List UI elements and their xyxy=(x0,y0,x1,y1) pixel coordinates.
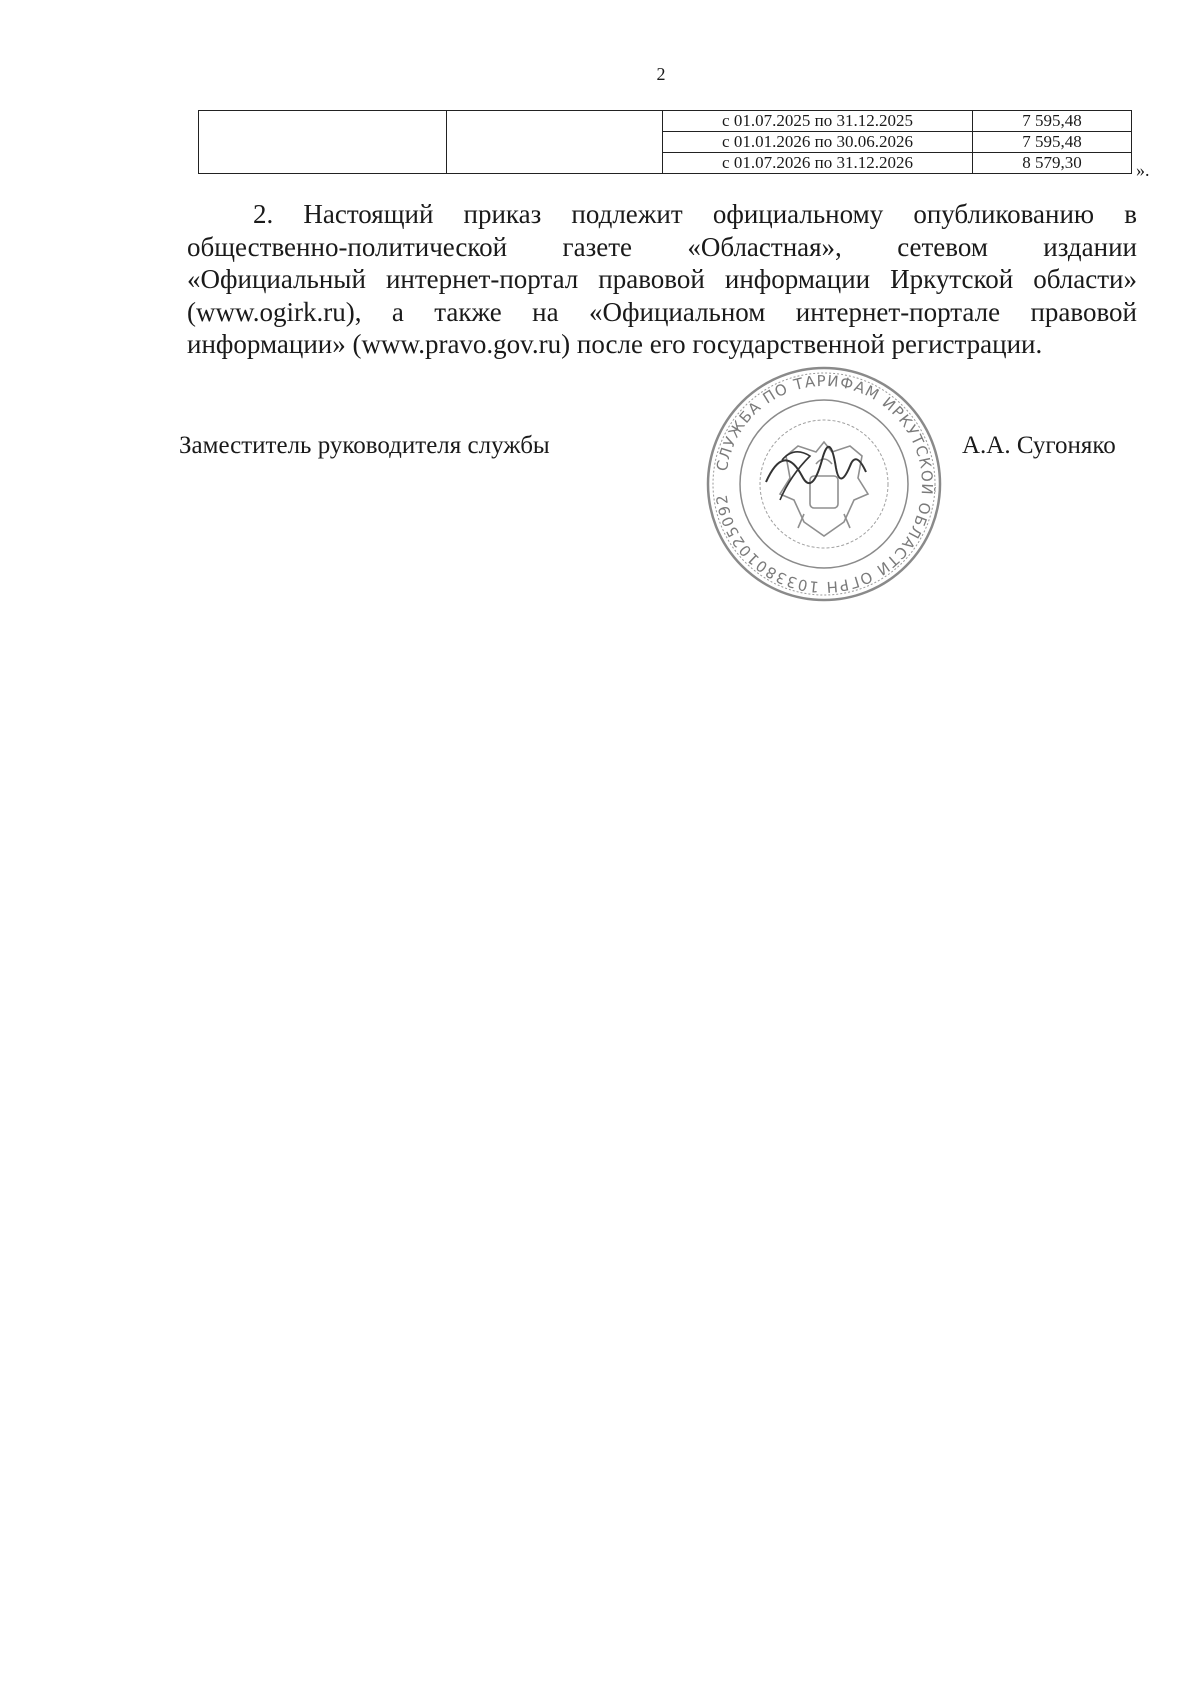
paragraph-line: (www.ogirk.ru), а также на «Официальном интернет-портале правовой xyxy=(187,296,1137,327)
publication-paragraph xyxy=(187,198,1137,361)
paragraph-line: «Официальный интернет-портал правовой информации Иркутской области» xyxy=(187,264,1137,294)
svg-text:СЛУЖБА ПО ТАРИФАМ ИРКУТСКОЙ ОБ: СЛУЖБА ПО ТАРИФАМ ИРКУТСКОЙ ОБЛАСТИ ОГРН 1033801025092 xyxy=(712,371,937,597)
official-seal xyxy=(704,364,944,604)
value-cell: 7 595,48 xyxy=(973,111,1132,132)
signer-name: А.А. Сугоняко xyxy=(962,432,1116,459)
empty-cell xyxy=(447,111,663,174)
period-cell: с 01.01.2026 по 30.06.2026 xyxy=(663,132,973,153)
paragraph-line: 2. Настоящий приказ подлежит официальному опубликованию в xyxy=(253,199,1137,229)
value-cell: 7 595,48 xyxy=(973,132,1132,153)
value-cell: 8 579,30 xyxy=(973,153,1132,174)
signer-title: Заместитель руководителя службы xyxy=(179,432,550,459)
empty-cell xyxy=(199,111,447,174)
paragraph-line: общественно-политической газете «Областная», сетевом издании xyxy=(187,231,1137,262)
period-cell: с 01.07.2026 по 31.12.2026 xyxy=(663,153,973,174)
period-cell: с 01.07.2025 по 31.12.2025 xyxy=(663,111,973,132)
paragraph-line: информации» (www.pravo.gov.ru) после его государственной регистрации. xyxy=(187,329,1043,359)
closing-quote: ». xyxy=(1136,160,1150,180)
table-row xyxy=(199,111,1132,132)
tariff-table xyxy=(198,110,1132,174)
page-number: 2 xyxy=(656,64,666,84)
